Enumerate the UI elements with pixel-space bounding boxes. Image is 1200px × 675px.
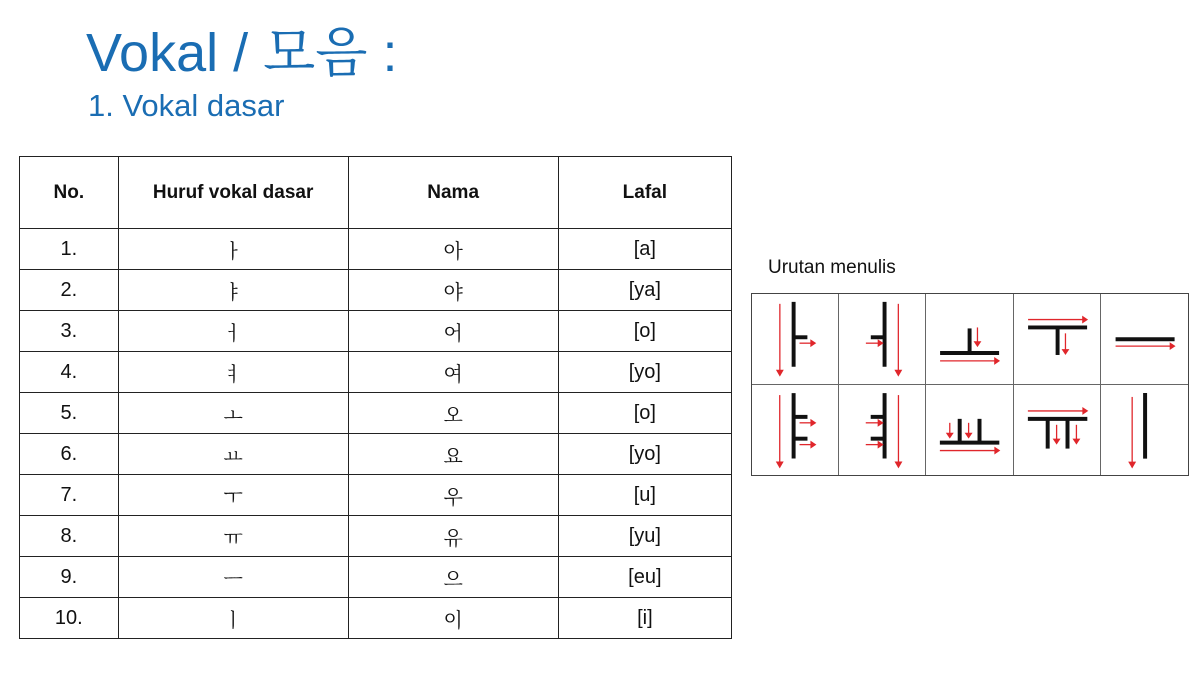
- cell-huruf: ㅠ: [118, 516, 348, 557]
- table-header-row: [20, 157, 732, 229]
- header-huruf: Huruf vokal dasar: [118, 157, 348, 229]
- cell-no: 3.: [20, 311, 119, 352]
- stroke-diagram-eu: [1101, 294, 1188, 384]
- cell-nama: 여: [348, 352, 558, 393]
- stroke-cell-a: [752, 294, 839, 385]
- stroke-diagram-eo: [839, 294, 925, 384]
- cell-nama: 유: [348, 516, 558, 557]
- cell-nama: 으: [348, 557, 558, 598]
- stroke-diagram-i: [1101, 385, 1188, 476]
- stroke-cell-o: [926, 294, 1013, 385]
- table-row: [20, 434, 732, 475]
- stroke-cell-yo: [926, 385, 1013, 476]
- table-row: [20, 270, 732, 311]
- cell-no: 10.: [20, 598, 119, 639]
- cell-huruf: ㅜ: [118, 475, 348, 516]
- table-row: [20, 557, 732, 598]
- cell-nama: 오: [348, 393, 558, 434]
- cell-huruf: ㅏ: [118, 229, 348, 270]
- cell-lafal: [o]: [558, 393, 731, 434]
- table-row: [20, 598, 732, 639]
- cell-no: 5.: [20, 393, 119, 434]
- table-row: [20, 352, 732, 393]
- cell-huruf: ㅑ: [118, 270, 348, 311]
- stroke-order-label: Urutan menulis: [768, 257, 896, 278]
- cell-lafal: [eu]: [558, 557, 731, 598]
- cell-no: 6.: [20, 434, 119, 475]
- stroke-diagram-yo: [926, 385, 1012, 476]
- cell-lafal: [yu]: [558, 516, 731, 557]
- cell-huruf: ㅡ: [118, 557, 348, 598]
- cell-nama: 아: [348, 229, 558, 270]
- cell-nama: 이: [348, 598, 558, 639]
- cell-nama: 우: [348, 475, 558, 516]
- cell-huruf: ㅗ: [118, 393, 348, 434]
- cell-lafal: [i]: [558, 598, 731, 639]
- stroke-cell-u: [1014, 294, 1101, 385]
- cell-lafal: [o]: [558, 311, 731, 352]
- cell-nama: 요: [348, 434, 558, 475]
- stroke-diagram-a: [752, 294, 838, 384]
- stroke-order-grid: [751, 293, 1189, 476]
- table-row: [20, 516, 732, 557]
- cell-no: 9.: [20, 557, 119, 598]
- cell-huruf: ㅓ: [118, 311, 348, 352]
- table-row: [20, 311, 732, 352]
- header-nama: Nama: [348, 157, 558, 229]
- cell-no: 2.: [20, 270, 119, 311]
- stroke-diagram-yeo: [839, 385, 925, 476]
- stroke-diagram-yu: [1014, 385, 1100, 476]
- cell-huruf: ㅣ: [118, 598, 348, 639]
- stroke-diagram-ya: [752, 385, 838, 476]
- cell-nama: 어: [348, 311, 558, 352]
- table-row: [20, 229, 732, 270]
- stroke-cell-ya: [752, 385, 839, 476]
- header-no: No.: [20, 157, 119, 229]
- stroke-cell-eu: [1101, 294, 1188, 385]
- cell-lafal: [yo]: [558, 434, 731, 475]
- stroke-diagram-u: [1014, 294, 1100, 384]
- page-subtitle: 1. Vokal dasar: [88, 88, 285, 123]
- stroke-cell-yu: [1014, 385, 1101, 476]
- stroke-diagram-o: [926, 294, 1012, 384]
- stroke-cell-yeo: [839, 385, 926, 476]
- cell-lafal: [u]: [558, 475, 731, 516]
- vowel-table: [19, 156, 732, 639]
- table-row: [20, 393, 732, 434]
- cell-huruf: ㅕ: [118, 352, 348, 393]
- cell-huruf: ㅛ: [118, 434, 348, 475]
- cell-lafal: [a]: [558, 229, 731, 270]
- cell-no: 1.: [20, 229, 119, 270]
- table-row: [20, 475, 732, 516]
- cell-no: 8.: [20, 516, 119, 557]
- page-title: Vokal / 모음 :: [86, 23, 398, 83]
- cell-lafal: [yo]: [558, 352, 731, 393]
- cell-lafal: [ya]: [558, 270, 731, 311]
- stroke-cell-eo: [839, 294, 926, 385]
- cell-no: 4.: [20, 352, 119, 393]
- stroke-cell-i: [1101, 385, 1188, 476]
- cell-no: 7.: [20, 475, 119, 516]
- header-lafal: Lafal: [558, 157, 731, 229]
- cell-nama: 야: [348, 270, 558, 311]
